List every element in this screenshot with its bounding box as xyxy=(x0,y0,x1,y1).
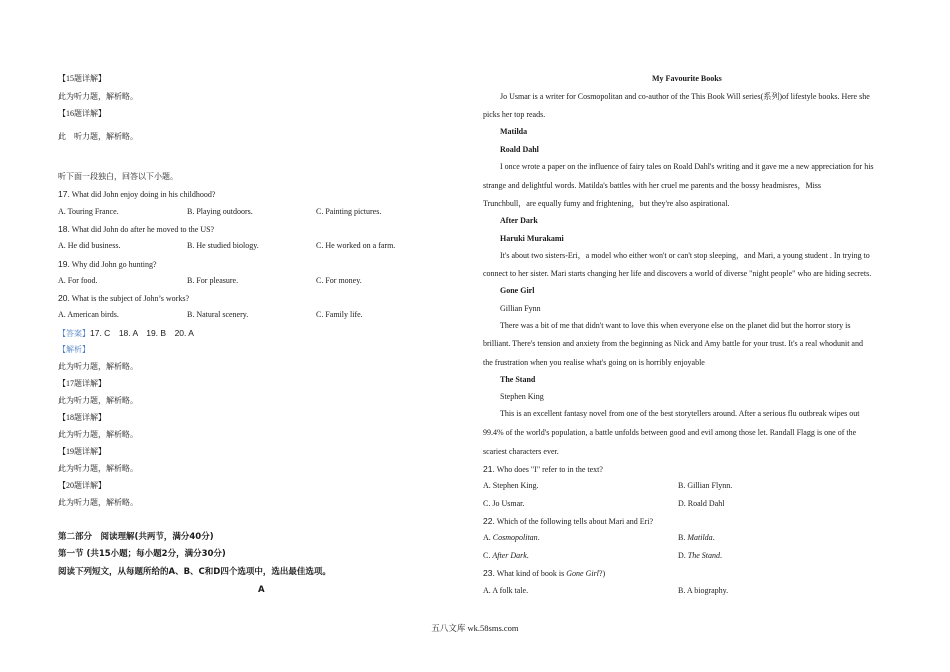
page-footer: 五八文库 wk.58sms.com xyxy=(431,623,519,633)
question-text: Why did John go hunting? xyxy=(71,260,157,269)
option-letter: A. xyxy=(483,533,491,542)
question-number: 18. xyxy=(58,224,70,234)
detail-16-text: 此 听力题，解析略。 xyxy=(58,132,138,141)
question-17 xyxy=(58,189,215,200)
detail-17-heading: 【17题详解】 xyxy=(58,379,106,388)
option-text: Cosmopolitan xyxy=(492,533,538,542)
detail-18-heading: 【18题详解】 xyxy=(58,413,106,422)
detail-16-heading: 【16题详解】 xyxy=(58,109,106,118)
option-22-d: D. The Stand. xyxy=(678,551,723,560)
answer-line xyxy=(58,328,194,339)
book-1-review-line3: Trunchbull，are equally fumy and frightening，but they're also aspirational. xyxy=(483,199,730,208)
question-number: 21. xyxy=(483,464,495,474)
option-23-a: A. A folk tale. xyxy=(483,586,529,595)
book-4-review-line3: scariest characters ever. xyxy=(483,447,559,456)
book-4-author: Stephen King xyxy=(500,392,544,401)
option-23-b: B. A biography. xyxy=(678,586,729,595)
reading-instruction: 阅读下列短文，从每题所给的A、B、C和D四个选项中，选出最佳选项。 xyxy=(58,567,331,577)
question-number: 22. xyxy=(483,516,495,526)
book-1-author: Roald Dahl xyxy=(500,145,539,154)
option-22-c: C. After Dark. xyxy=(483,551,529,560)
option-letter: C. xyxy=(483,551,491,560)
question-text: What kind of book is xyxy=(496,569,565,578)
option-17-c: C. Painting pictures. xyxy=(316,207,382,216)
article-intro-line2: picks her top reads. xyxy=(483,110,546,119)
question-number: 17. xyxy=(58,189,70,199)
option-21-c: C. Jo Usmar. xyxy=(483,499,525,508)
question-number: 23. xyxy=(483,568,495,578)
option-20-a: A. American birds. xyxy=(58,310,119,319)
book-2-review-line1: It's about two sisters-Eri，a model who either won't or can't stop sleeping，and Mari, a young student . In trying to xyxy=(500,251,870,260)
question-19 xyxy=(58,259,157,270)
question-23 xyxy=(483,568,605,579)
question-20 xyxy=(58,293,189,304)
analysis-text: 此为听力题，解析略。 xyxy=(58,362,138,371)
question-text-end: ?) xyxy=(598,569,606,578)
detail-19-heading: 【19题详解】 xyxy=(58,447,106,456)
question-text: What did John enjoy doing in his childhood? xyxy=(71,190,216,199)
option-17-a: A. Touring France. xyxy=(58,207,119,216)
option-text: After Dark xyxy=(492,551,527,560)
book-2-review-line2: connect to her sister. Mari starts changing her life and discovers a world of diverse "night people" who are hiding secrets. xyxy=(483,269,872,278)
detail-17-text: 此为听力题，解析略。 xyxy=(58,396,138,405)
answer-values: 17. C 18. A 19. B 20. A xyxy=(90,328,194,338)
listening-intro: 听下面一段独白，回答以下小题。 xyxy=(58,172,178,181)
option-18-b: B. He studied biology. xyxy=(187,241,259,250)
question-text: Which of the following tells about Mari and Eri? xyxy=(496,517,654,526)
book-3-title: Gone Girl xyxy=(500,286,535,295)
detail-18-text: 此为听力题，解析略。 xyxy=(58,430,138,439)
detail-19-text: 此为听力题，解析略。 xyxy=(58,464,138,473)
question-text: What is the subject of John’s works? xyxy=(71,294,189,303)
book-4-review-line2: 99.4% of the world's population, a battle unfolds between good and evil among those let. Randall Flagg is one of the xyxy=(483,428,857,437)
book-1-review-line1: I once wrote a paper on the influence of fairy tales on Roald Dahl's writing and it gave me a new appreciation for his xyxy=(500,162,874,171)
book-3-review-line2: brilliant. There's tension and anxiety from the beginning as Nick and Amy battle for your trust. It's a real whodunit and xyxy=(483,339,863,348)
book-2-author: Haruki Murakami xyxy=(500,234,564,243)
article-intro-line1: Jo Usmar is a writer for Cosmopolitan and co-author of the This Book Will series(系列)of lifestyle books. Here she xyxy=(500,92,870,101)
option-21-d: D. Roald Dahl xyxy=(678,499,725,508)
book-3-review-line1: There was a bit of me that didn't want to love this when everyone else on the planet did but the horror story is xyxy=(500,321,851,330)
article-title: My Favourite Books xyxy=(652,74,722,83)
option-22-b: B. Matilda. xyxy=(678,533,715,542)
book-3-review-line3: the frustration when you realise what's going on is horribly enjoyable xyxy=(483,358,705,367)
analysis-label: 【解析】 xyxy=(58,345,90,354)
book-1-review-line2: strange and delightful words. Matilda's battles with her cruel me parents and the bossy headmisres，Miss xyxy=(483,181,822,190)
question-book-title: Gone Girl xyxy=(566,569,599,578)
question-18 xyxy=(58,224,214,235)
part-two-heading: 第二部分 阅读理解(共两节，满分40分) xyxy=(58,532,214,542)
option-19-c: C. For money. xyxy=(316,276,362,285)
question-22 xyxy=(483,516,653,527)
detail-15-heading: 【15题详解】 xyxy=(58,74,106,83)
option-21-a: A. Stephen King. xyxy=(483,481,539,490)
option-21-b: B. Gillian Flynn. xyxy=(678,481,733,490)
option-22-a: A. Cosmopolitan. xyxy=(483,533,540,542)
book-1-title: Matilda xyxy=(500,127,528,136)
question-number: 20. xyxy=(58,293,70,303)
question-text: What did John do after he moved to the US? xyxy=(71,225,215,234)
option-letter: B. xyxy=(678,533,686,542)
option-20-b: B. Natural scenery. xyxy=(187,310,249,319)
book-3-author: Gillian Fynn xyxy=(500,304,541,313)
book-4-title: The Stand xyxy=(500,375,536,384)
option-18-c: C. He worked on a farm. xyxy=(316,241,396,250)
question-text: Who does "I" refer to in the text? xyxy=(496,465,603,474)
option-text: The Stand xyxy=(687,551,721,560)
option-17-b: B. Playing outdoors. xyxy=(187,207,253,216)
question-number: 19. xyxy=(58,259,70,269)
book-2-title: After Dark xyxy=(500,216,538,225)
detail-20-heading: 【20题详解】 xyxy=(58,481,106,490)
passage-label: A xyxy=(258,585,265,595)
option-20-c: C. Family life. xyxy=(316,310,363,319)
option-19-a: A. For food. xyxy=(58,276,98,285)
option-letter: D. xyxy=(678,551,686,560)
option-text: Matilda xyxy=(687,533,713,542)
detail-20-text: 此为听力题，解析略。 xyxy=(58,498,138,507)
book-4-review-line1: This is an excellent fantasy novel from one of the best storytellers around. After a serious flu outbreak wipes out xyxy=(500,409,860,418)
option-18-a: A. He did business. xyxy=(58,241,121,250)
answer-label: 【答案】 xyxy=(58,329,90,338)
detail-15-text: 此为听力题，解析略。 xyxy=(58,92,138,101)
option-19-b: B. For pleasure. xyxy=(187,276,239,285)
question-21 xyxy=(483,464,603,475)
section-one-heading: 第一节 (共15小题；每小题2分，满分30分) xyxy=(58,549,226,559)
